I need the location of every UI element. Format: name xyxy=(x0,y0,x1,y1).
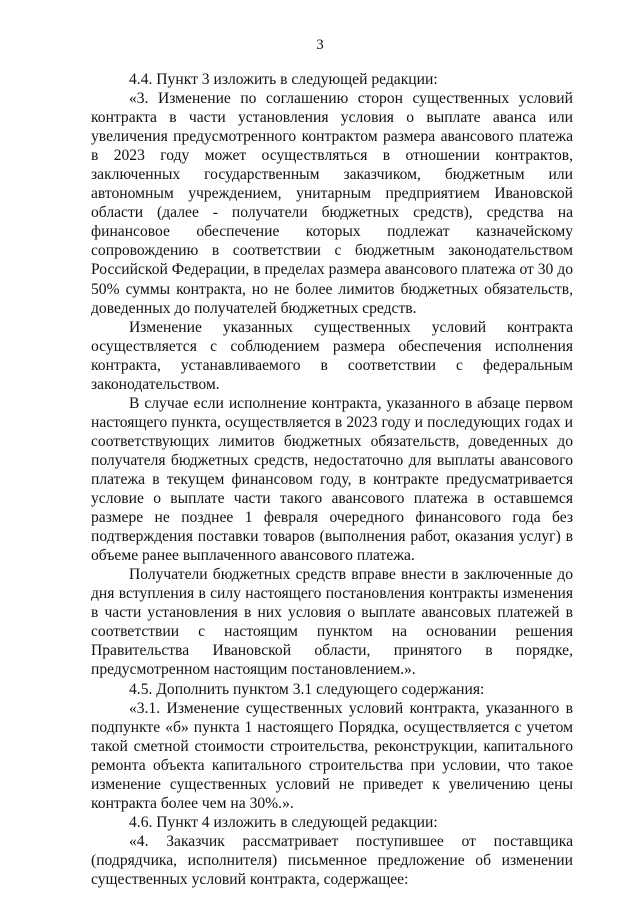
paragraph-execution-case: В случае если исполнение контракта, указанного в абзаце первом настоящего пункта, осуществляется в 2023 году и последующих годах и соответствующих лимитов бюджетных обязательств, доведенных до получателя бюджетных средств, недостаточно для выплаты авансового платежа в текущем финансовом году, в контракте предусматривается условие о выплате части такого авансового платежа в оставшемся размере не позднее 1 февраля очередного финансового года без подтверждения поставки товаров (выполнения работ, оказания услуг) в объеме ранее выплаченного авансового платежа. xyxy=(91,394,573,565)
paragraph-recipients-right: Получатели бюджетных средств вправе внести в заключенные до дня вступления в силу настоящего постановления контракты изменения в части установления в них условия о выплате авансовых платежей в соответствии с настоящим пунктом на основании решения Правительства Ивановской области, принятого в порядке, предусмотренном настоящим постановлением.». xyxy=(91,566,573,679)
page-number: 3 xyxy=(316,37,324,53)
paragraph-4-6: 4.6. Пункт 4 изложить в следующей редакции: xyxy=(129,813,438,831)
paragraph-item-4: «4. Заказчик рассматривает поступившее от поставщика (подрядчика, исполнителя) письменное предложение об изменении существенных условий контракта, содержащее: xyxy=(91,832,573,888)
paragraph-conditions-change: Изменение указанных существенных условий контракта осуществляется с соблюдением размера обеспечения исполнения контракта, устанавливаемого в соответствии с федеральным законодательством. xyxy=(91,318,573,393)
paragraph-item-3-1: «3.1. Изменение существенных условий контракта, указанного в подпункте «б» пункта 1 настоящего Порядка, осуществляется с учетом такой сметной стоимости строительства, реконструкции, капитального ремонта объекта капитального строительства при условии, что такое изменение существенных условий не приведет к увеличению цены контракта более чем на 30%.». xyxy=(91,699,573,812)
document-body xyxy=(91,70,573,889)
paragraph-item-3: «3. Изменение по соглашению сторон существенных условий контракта в части установления условия о выплате аванса или увеличения предусмотренного контрактом размера авансового платежа в 2023 году может осуществляться в отношении контрактов, заключенных государственным заказчиком, бюджетным или автономным учреждением, унитарным предприятием Ивановской области (далее - получатели бюджетных средств), средства на финансовое обеспечение которых подлежат казначейскому сопровождению в соответствии с бюджетным законодательством Российской Федерации, в пределах размера авансового платежа от 30 до 50% суммы контракта, но не более лимитов бюджетных обязательств, доведенных до получателей бюджетных средств. xyxy=(91,90,573,317)
paragraph-4-4: 4.4. Пункт 3 изложить в следующей редакции: xyxy=(129,71,438,88)
paragraph-4-5: 4.5. Дополнить пунктом 3.1 следующего содержания: xyxy=(129,680,485,698)
